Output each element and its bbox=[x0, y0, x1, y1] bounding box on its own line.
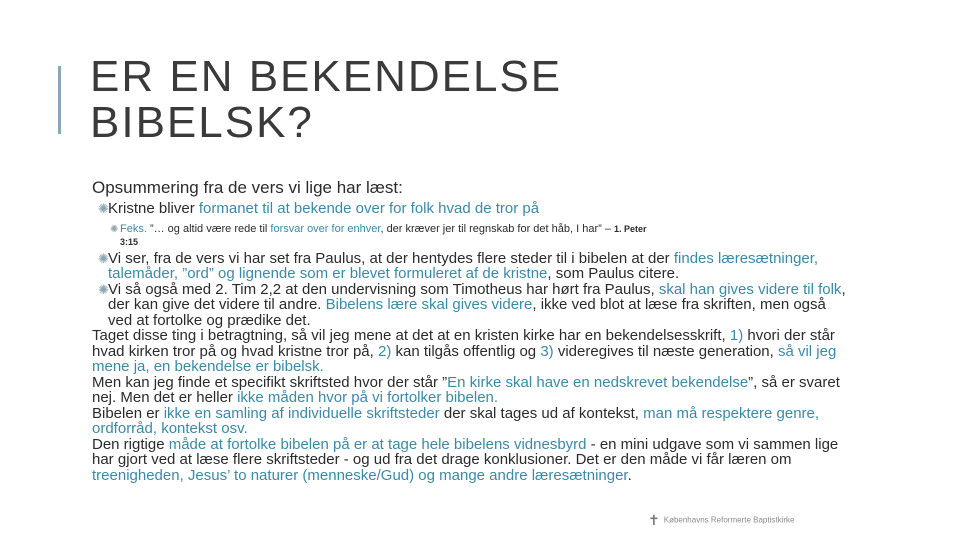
church-logo bbox=[648, 512, 794, 529]
paragraph-1 bbox=[92, 328, 852, 375]
title-line-2: BIBELSK? bbox=[90, 98, 314, 147]
bullet-3-text-c: , ikke ved blot at læse fra skriften, men også ved at fortolke og prædike det. bbox=[108, 296, 826, 329]
para-2-highlight-2: ikke måden hvor på vi fortolker bibelen. bbox=[237, 389, 499, 406]
para-1-conclusion: så vil jeg mene ja, en bekendelse er bibelsk. bbox=[92, 342, 837, 375]
para-4-text-c: . bbox=[627, 466, 632, 484]
bullet-item-2 bbox=[92, 251, 852, 282]
para-1-text-c: kan tilgås offentlig og bbox=[391, 342, 541, 360]
bullet-2-highlight: findes læresætninger, talemåder, ”ord” og lignende som er blevet formuleret af de kristne bbox=[108, 249, 819, 282]
bullet-3-text-a: Vi så også med 2. Tim 2,2 at den undervisning som Timotheus har hørt fra Paulus, bbox=[108, 280, 659, 298]
para-3-highlight-2: man må respektere genre, ordforråd, kontekst osv. bbox=[92, 404, 820, 437]
para-4-text-a: Den rigtige bbox=[92, 435, 169, 453]
logo-text: Københavns Reformerte Baptistkirke bbox=[663, 515, 795, 525]
para-1-text-b: hvori der står hvad kirken tror på og hvad kristne tror på, bbox=[92, 327, 835, 360]
church-logo-icon: ✝ bbox=[648, 512, 660, 528]
para-4-highlight-1: måde at fortolke bibelen på er at tage hele bibelens vidnesbyrd bbox=[168, 435, 587, 453]
slide-title bbox=[90, 54, 562, 146]
bullet-3-highlight-1: skal han gives videre til folk bbox=[658, 280, 842, 298]
para-3-text-a: Bibelen er bbox=[92, 404, 164, 422]
pinwheel-bullet-icon: ✺ bbox=[98, 201, 109, 216]
para-2-text-a: Men kan jeg finde et specifikt skriftsted hvor der står ” bbox=[92, 373, 448, 391]
title-accent-bar bbox=[58, 66, 61, 134]
para-3-highlight-1: ikke en samling af individuelle skriftsteder bbox=[163, 404, 440, 422]
bullet-1-highlight: formanet til at bekende over for folk hvad de tror på bbox=[198, 200, 540, 217]
para-1-text-a: Taget disse ting i betragtning, så vil jeg mene at det at en kristen kirke har en bekendelsesskrift, bbox=[92, 327, 730, 344]
sub-highlight: forsvar over for enhver bbox=[270, 222, 381, 235]
bullet-2-text-b: , som Paulus citere. bbox=[547, 265, 680, 282]
para-4-highlight-2: treenigheden, Jesus’ to naturer (menneske/Gud) og mange andre læresætninger bbox=[92, 466, 628, 484]
pinwheel-bullet-icon: ✺ bbox=[110, 223, 119, 235]
sub-bullet-item bbox=[92, 223, 852, 249]
pinwheel-bullet-icon: ✺ bbox=[98, 250, 109, 266]
sub-reference-2: 3:15 bbox=[120, 236, 139, 247]
bullet-item-1 bbox=[92, 201, 852, 217]
slide-content bbox=[92, 178, 852, 483]
para-2-highlight-1: En kirke skal have en nedskrevet bekendelse bbox=[447, 373, 749, 391]
bullet-item-3 bbox=[92, 282, 852, 329]
para-4-text-b: - en mini udgave som vi sammen lige har gjort ved at læse flere skriftsteder - og ud fra det drage konklusioner. Det er den måde vi får læren om bbox=[92, 435, 839, 468]
paragraph-2 bbox=[92, 375, 852, 406]
sub-text-a: ”… og altid være rede til bbox=[149, 222, 271, 235]
pinwheel-bullet-icon: ✺ bbox=[98, 281, 109, 297]
sub-text-b: , der kræver jer til regnskab for det håb, I har” – bbox=[380, 222, 614, 235]
para-3-text-b: der skal tages ud af kontekst, bbox=[439, 404, 644, 422]
para-1-marker-1: 1) bbox=[729, 327, 744, 344]
sub-feks: Feks. bbox=[120, 222, 150, 235]
bullet-1-text: Kristne bliver bbox=[108, 200, 199, 217]
title-line-1: ER EN BEKENDELSE bbox=[90, 52, 563, 101]
para-2-text-b: ”, så er svaret nej. Men det er heller bbox=[92, 373, 840, 406]
sub-reference-1: 1. Peter bbox=[614, 223, 647, 234]
para-1-marker-3: 3) bbox=[540, 342, 554, 360]
bullet-2-text-a: Vi ser, fra de vers vi har set fra Paulus, at der hentydes flere steder til i bibelen at der bbox=[108, 249, 674, 267]
paragraph-4 bbox=[92, 437, 852, 484]
bullet-3-highlight-2: Bibelens lære skal gives videre bbox=[325, 296, 533, 313]
bullet-3-text-b: , der kan give det videre til andre. bbox=[108, 280, 846, 313]
paragraph-3 bbox=[92, 406, 852, 437]
para-1-marker-2: 2) bbox=[377, 342, 392, 360]
para-1-text-d: videregives til næste generation, bbox=[553, 342, 778, 360]
intro-text: Opsummering fra de vers vi lige har læst: bbox=[92, 178, 403, 197]
